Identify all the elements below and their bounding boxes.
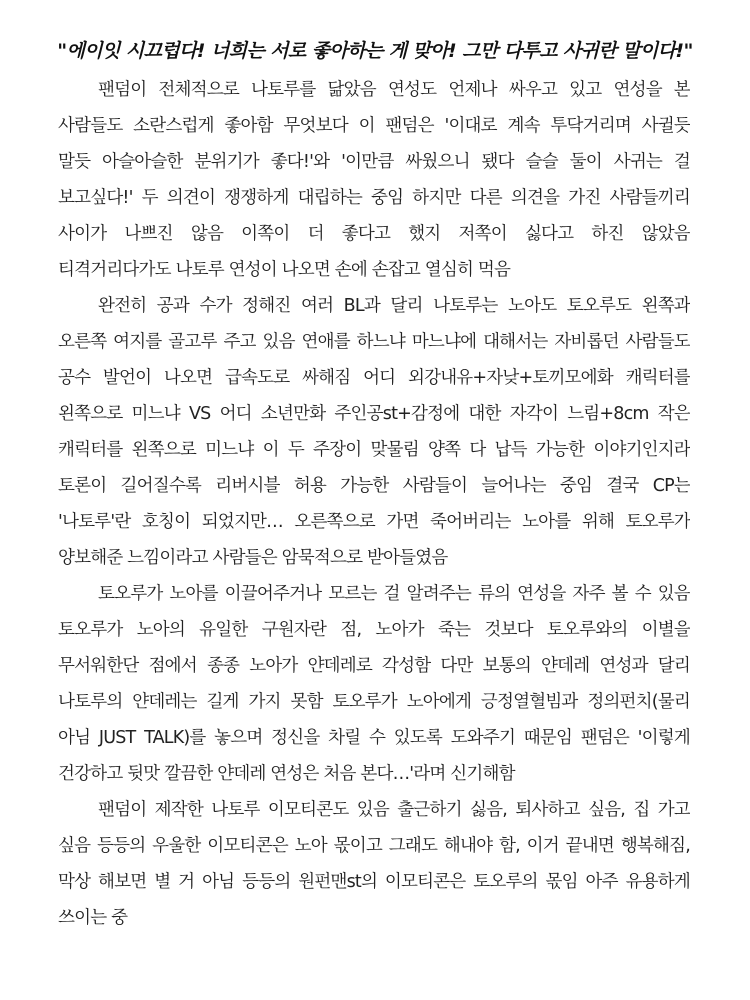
paragraph-line: 공수 발언이 나오면 급속도로 싸해짐 어디 외강내유+자낮+토끼모에화 캐릭터를 bbox=[58, 368, 690, 388]
paragraph-line: 무서워한단 점에서 종종 노아가 얀데레로 각성함 다만 보통의 얀데레 연성과 달리 bbox=[58, 656, 690, 676]
paragraph-line: 토오루가 노아의 유일한 구원자란 점, 노아가 죽는 것보다 토오루와의 이별을 bbox=[58, 620, 690, 640]
paragraph-line: 토오루가 노아를 이끌어주거나 모르는 걸 알려주는 류의 연성을 자주 볼 수 있음 bbox=[98, 584, 690, 604]
paragraph-line: 양보해준 느낌이라고 사람들은 암묵적으로 받아들였음 bbox=[58, 548, 448, 568]
paragraph-line: 팬덤이 제작한 나토루 이모티콘도 있음 출근하기 싫음, 퇴사하고 싶음, 집 가고 bbox=[98, 800, 690, 820]
paragraph-line: 아님 JUST TALK)를 놓으며 정신을 차릴 수 있도록 도와주기 때문임 팬덤은 '이렇게 bbox=[58, 728, 690, 748]
paragraph-fandom-overview bbox=[58, 72, 690, 288]
paragraph-line: 보고싶다!' 두 의견이 쟁쟁하게 대립하는 중임 하지만 다른 의견을 가진 사람들끼리 bbox=[58, 188, 690, 208]
paragraph-line: 팬덤이 전체적으로 나토루를 닮았음 연성도 언제나 싸우고 있고 연성을 본 bbox=[98, 80, 690, 100]
paragraph-line: 사람들도 소란스럽게 좋아함 무엇보다 이 팬덤은 '이대로 계속 투닥거리며 사귈듯 bbox=[58, 116, 690, 136]
paragraph-yandere bbox=[58, 576, 690, 792]
paragraph-line: 완전히 공과 수가 정해진 여러 BL과 달리 나토루는 노아도 토오루도 왼쪽과 bbox=[98, 296, 690, 316]
paragraph-line: 왼쪽으로 미느냐 VS 어디 소년만화 주인공st+감정에 대한 자각이 느림+8cm 작은 bbox=[58, 404, 690, 424]
paragraph-line: 막상 해보면 별 거 아님 등등의 원펀맨st의 이모티콘은 토오루의 몫임 아주 유용하게 bbox=[58, 872, 690, 892]
paragraph-emoticons bbox=[58, 792, 690, 936]
paragraph-line: 티격거리다가도 나토루 연성이 나오면 손에 손잡고 열심히 먹음 bbox=[58, 260, 511, 280]
paragraph-line: 말듯 아슬아슬한 분위기가 좋다!'와 '이만큼 싸웠으니 됐다 슬슬 둘이 사귀는 걸 bbox=[58, 152, 690, 172]
paragraph-line: 싶음 등등의 우울한 이모티콘은 노아 몫이고 그래도 해내야 함, 이거 끝내면 행복해짐, bbox=[58, 836, 690, 856]
paragraph-position-debate bbox=[58, 288, 690, 576]
paragraph-line: 쓰이는 중 bbox=[58, 908, 128, 928]
paragraph-line: 캐릭터를 왼쪽으로 미느냐 이 두 주장이 맞물림 양쪽 다 납득 가능한 이야기인지라 bbox=[58, 440, 690, 460]
paragraph-line: 오른쪽 여지를 골고루 주고 있음 연애를 하느냐 마느냐에 대해서는 자비롭던 사람들도 bbox=[58, 332, 690, 352]
paragraph-line: 건강하고 뒷맛 깔끔한 얀데레 연성은 처음 본다…'라며 신기해함 bbox=[58, 764, 515, 784]
paragraph-line: 토론이 길어질수록 리버시블 허용 가능한 사람들이 늘어나는 중임 결국 CP는 bbox=[58, 476, 690, 496]
paragraph-line: '나토루'란 호칭이 되었지만… 오른쪽으로 가면 죽어버리는 노아를 위해 토오루가 bbox=[58, 512, 690, 532]
paragraph-line: 나토루의 얀데레는 길게 가지 못함 토오루가 노아에게 긍정열혈빔과 정의펀치(물리 bbox=[58, 692, 690, 712]
headline-quote: "에이잇 시끄럽다! 너희는 서로 좋아하는 게 맞아! 그만 다투고 사귀란 말이다!" bbox=[57, 40, 693, 62]
paragraph-line: 사이가 나쁘진 않음 이쪽이 더 좋다고 했지 저쪽이 싫다고 하진 않았음 bbox=[58, 224, 690, 244]
